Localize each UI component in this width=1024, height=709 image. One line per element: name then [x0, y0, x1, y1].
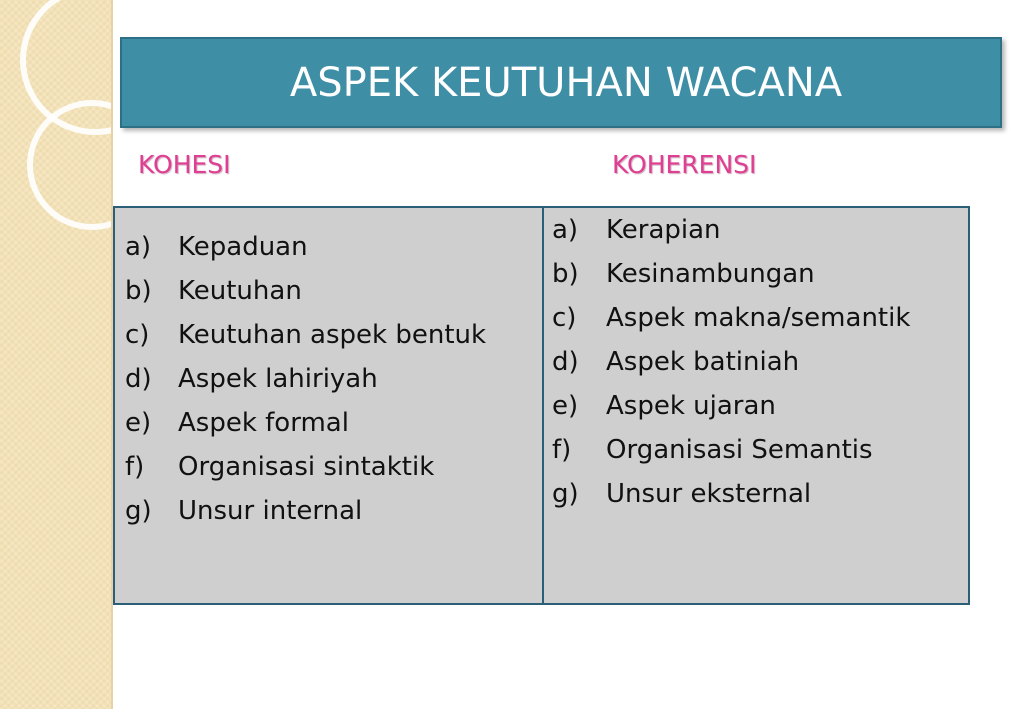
decorative-side-strip	[0, 0, 113, 709]
list-marker: c)	[125, 320, 150, 350]
list-marker: a)	[552, 215, 579, 245]
list-item	[544, 384, 968, 428]
list-marker: g)	[125, 496, 152, 526]
list-item	[115, 225, 542, 269]
list-item-text: Aspek makna/semantik	[606, 303, 911, 333]
list-item	[115, 401, 542, 445]
list-marker: c)	[552, 303, 577, 333]
list-marker: b)	[125, 276, 152, 306]
list-item	[544, 428, 968, 472]
list-item	[544, 296, 968, 340]
list-marker: b)	[552, 259, 579, 289]
title-bar	[120, 37, 1002, 128]
list-item-text: Unsur eksternal	[606, 479, 812, 509]
list-marker: a)	[125, 232, 152, 262]
list-marker: g)	[552, 479, 579, 509]
list-item-text: Organisasi Semantis	[606, 435, 873, 465]
decorative-circles	[0, 0, 113, 709]
list-marker: f)	[552, 435, 572, 465]
list-item	[115, 269, 542, 313]
list-item-text: Kerapian	[606, 215, 721, 245]
list-item	[115, 445, 542, 489]
list-item	[544, 340, 968, 384]
list-item-text: Aspek batiniah	[606, 347, 800, 377]
list-item-text: Keutuhan aspek bentuk	[178, 320, 487, 350]
list-item-text: Organisasi sintaktik	[178, 452, 435, 482]
list-item	[544, 252, 968, 296]
list-marker: d)	[125, 364, 152, 394]
list-marker: f)	[125, 452, 145, 482]
kohesi-column	[115, 208, 544, 603]
list-item	[544, 208, 968, 252]
list-marker: d)	[552, 347, 579, 377]
list-item-text: Kepaduan	[178, 232, 308, 262]
koherensi-column	[544, 208, 968, 603]
list-item	[115, 357, 542, 401]
list-item	[115, 489, 542, 533]
list-item-text: Aspek ujaran	[606, 391, 776, 421]
list-marker: e)	[125, 408, 152, 438]
list-marker: e)	[552, 391, 579, 421]
comparison-table	[113, 206, 970, 605]
list-item-text: Keutuhan	[178, 276, 302, 306]
page-title: ASPEK KEUTUHAN WACANA	[289, 59, 843, 106]
list-item-text: Kesinambungan	[606, 259, 815, 289]
heading-koherensi: KOHERENSI	[612, 150, 757, 179]
list-item-text: Unsur internal	[178, 496, 363, 526]
list-item	[115, 313, 542, 357]
list-item-text: Aspek formal	[178, 408, 349, 438]
list-item-text: Aspek lahiriyah	[178, 364, 378, 394]
heading-kohesi: KOHESI	[138, 150, 231, 179]
list-item	[544, 472, 968, 516]
